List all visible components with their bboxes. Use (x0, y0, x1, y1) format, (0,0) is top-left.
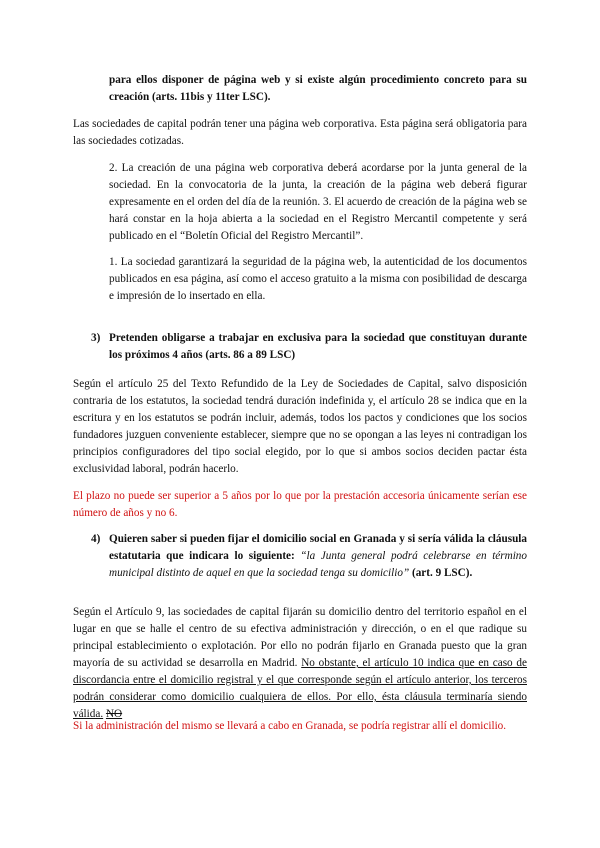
quoted-article-item-2: 2. La creación de una página web corporativa deberá acordarse por la junta general de la sociedad. En la convocatoria de la junta, la creación de la página web deberá figurar expresamente en el orden del día de la reunión. 3. El acuerdo de creación de la página web se hará constar en la hoja abierta a la sociedad en el Registro Mercantil competente y será publicado en el “Boletín Oficial del Registro Mercantil”. (109, 162, 527, 242)
question-4-correction: Si la administración del mismo se llevará a cabo en Granada, se podría registrar allí el domicilio. (73, 720, 507, 732)
quoted-article-item-1: 1. La sociedad garantizará la seguridad de la página web, la autenticidad de los documentos publicados en esa página, así como el acceso gratuito a la misma con posibilidad de descarga e impresión de lo insertado en ella. (109, 256, 527, 302)
question-4-quote: “la Junta general podrá celebrarse en término municipal distinto de aquel en que la sociedad tenga su domicilio” (109, 550, 527, 579)
question-3-correction: El plazo no puede ser superior a 5 años por lo que por la prestación accesoria únicamente serían ese número de años y no 6. (73, 490, 527, 519)
question-4-article-ref: (art. 9 LSC). (409, 567, 473, 579)
question-4-underlined-text: No obstante, el artículo 10 indica que en caso de discordancia entre el domicilio registral y el que corresponde según el artículo anterior, los terceros podrán considerar como domicilio cualquiera de ellos. Por ello, ésta cláusula terminaría siendo válida. (73, 657, 527, 720)
intro-paragraph: Las sociedades de capital podrán tener una página web corporativa. Esta página será obligatoria para las sociedades cotizadas. (73, 118, 527, 147)
question-3-heading: Pretenden obligarse a trabajar en exclusiva para la sociedad que constituyan durante los próximos 4 años (arts. 86 a 89 LSC) (109, 332, 527, 361)
question-4-answer (73, 604, 527, 723)
question-4-answer-text: Según el Artículo 9, las sociedades de capital fijarán su domicilio dentro del territorio español en el lugar en que se halle el centro de su efectiva administración y dirección, o en el que radique su principal establecimiento o explotación. Por ello no podrán fijarlo en Granada puesto que la gran mayoría de su actividad se desarrolla en Madrid. (73, 606, 527, 669)
question-2-heading-continuation: para ellos disponer de página web y si existe algún procedimiento concreto para su creación (arts. 11bis y 11ter LSC). (109, 74, 527, 103)
question-3-answer: Según el artículo 25 del Texto Refundido de la Ley de Sociedades de Capital, salvo disposición contraria de los estatutos, la sociedad tendrá duración indefinida y, el artículo 28 se indica que en la escritura y en los estatutos se podrán incluir, además, todos los pactos y condiciones que los socios fundadores juzguen conveniente establecer, siempre que no se opongan a las leyes ni contradigan los principios configuradores del tipo social elegido, por lo que si ambos socios deciden pactar ésta exclusividad laboral, podrán hacerlo. (73, 378, 527, 475)
question-4-struck-text: NO (105, 708, 123, 720)
question-3-number: 3) (91, 332, 101, 344)
question-4-heading (109, 531, 527, 582)
question-4-number: 4) (91, 533, 101, 545)
question-4-text: Quieren saber si pueden fijar el domicilio social en Granada y si sería válida la cláusula estatutaria que indicara lo siguiente: (109, 533, 527, 562)
